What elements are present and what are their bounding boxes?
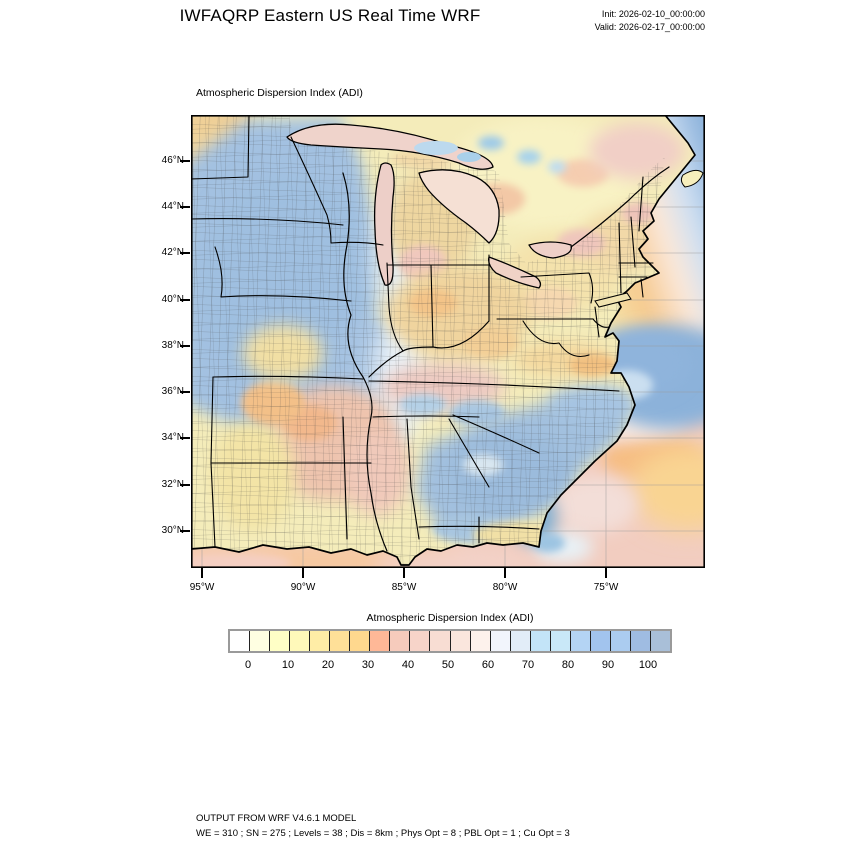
lat-tick-label: 38°N bbox=[161, 340, 184, 351]
colorbar-tick-label: 60 bbox=[481, 659, 495, 671]
lat-tick-label: 46°N bbox=[161, 155, 184, 166]
colorbar-tick-label: 80 bbox=[561, 659, 575, 671]
colorbar-cell bbox=[289, 631, 309, 651]
colorbar-cell bbox=[470, 631, 490, 651]
valid-timestamp: Valid: 2026-02-17_00:00:00 bbox=[594, 21, 705, 32]
colorbar-cell bbox=[650, 631, 670, 651]
lon-tick bbox=[504, 568, 506, 578]
colorbar-cell bbox=[369, 631, 389, 651]
colorbar-tick-label: 20 bbox=[321, 659, 335, 671]
colorbar-cell bbox=[309, 631, 329, 651]
colorbar-tick-label: 70 bbox=[521, 659, 535, 671]
lat-tick-label: 32°N bbox=[161, 479, 184, 490]
colorbar-cell bbox=[610, 631, 630, 651]
lon-tick-label: 90°W bbox=[290, 582, 316, 593]
colorbar-cell bbox=[630, 631, 650, 651]
colorbar-cell bbox=[590, 631, 610, 651]
colorbar-cell bbox=[409, 631, 429, 651]
colorbar-cell bbox=[230, 631, 249, 651]
lat-tick-label: 42°N bbox=[161, 247, 184, 258]
lon-tick bbox=[403, 568, 405, 578]
colorbar-cell bbox=[269, 631, 289, 651]
lat-tick-label: 36°N bbox=[161, 386, 184, 397]
colorbar-title: Atmospheric Dispersion Index (ADI) bbox=[366, 612, 534, 624]
lat-tick-label: 40°N bbox=[161, 294, 184, 305]
lon-tick-label: 80°W bbox=[492, 582, 518, 593]
colorbar-tick-label: 50 bbox=[441, 659, 455, 671]
page-title: IWFAQRP Eastern US Real Time WRF bbox=[179, 6, 481, 25]
colorbar-cell bbox=[550, 631, 570, 651]
timestamp-block bbox=[595, 8, 705, 33]
lon-tick-label: 95°W bbox=[189, 582, 215, 593]
colorbar-cell bbox=[429, 631, 449, 651]
lon-tick bbox=[605, 568, 607, 578]
colorbar bbox=[228, 629, 672, 653]
colorbar-cell bbox=[530, 631, 550, 651]
colorbar-tick-label: 30 bbox=[361, 659, 375, 671]
colorbar-cell bbox=[570, 631, 590, 651]
colorbar-tick-label: 100 bbox=[638, 659, 658, 671]
lon-tick-label: 85°W bbox=[391, 582, 417, 593]
colorbar-cell bbox=[510, 631, 530, 651]
colorbar-tick-label: 0 bbox=[244, 659, 252, 671]
colorbar-cell bbox=[349, 631, 369, 651]
model-info-line2: WE = 310 ; SN = 275 ; Levels = 38 ; Dis = 8km ; Phys Opt = 8 ; PBL Opt = 1 ; Cu Opt = 3 bbox=[196, 827, 570, 839]
lon-tick bbox=[302, 568, 304, 578]
colorbar-tick-label: 90 bbox=[601, 659, 615, 671]
colorbar-cell bbox=[389, 631, 409, 651]
colorbar-tick-label: 40 bbox=[401, 659, 415, 671]
lat-tick-label: 30°N bbox=[161, 525, 184, 536]
init-timestamp: Init: 2026-02-10_00:00:00 bbox=[601, 9, 705, 19]
lat-tick-label: 34°N bbox=[161, 432, 184, 443]
lon-tick bbox=[201, 568, 203, 578]
colorbar-cell bbox=[249, 631, 269, 651]
colorbar-tick-label: 10 bbox=[281, 659, 295, 671]
colorbar-cell bbox=[329, 631, 349, 651]
lat-tick-label: 44°N bbox=[161, 201, 184, 212]
lon-tick-label: 75°W bbox=[593, 582, 619, 593]
colorbar-cell bbox=[450, 631, 470, 651]
map-subtitle: Atmospheric Dispersion Index (ADI) bbox=[196, 87, 363, 99]
model-info-line1: OUTPUT FROM WRF V4.6.1 MODEL bbox=[196, 813, 357, 824]
model-info bbox=[196, 812, 570, 841]
adi-map bbox=[191, 115, 705, 568]
colorbar-cell bbox=[490, 631, 510, 651]
